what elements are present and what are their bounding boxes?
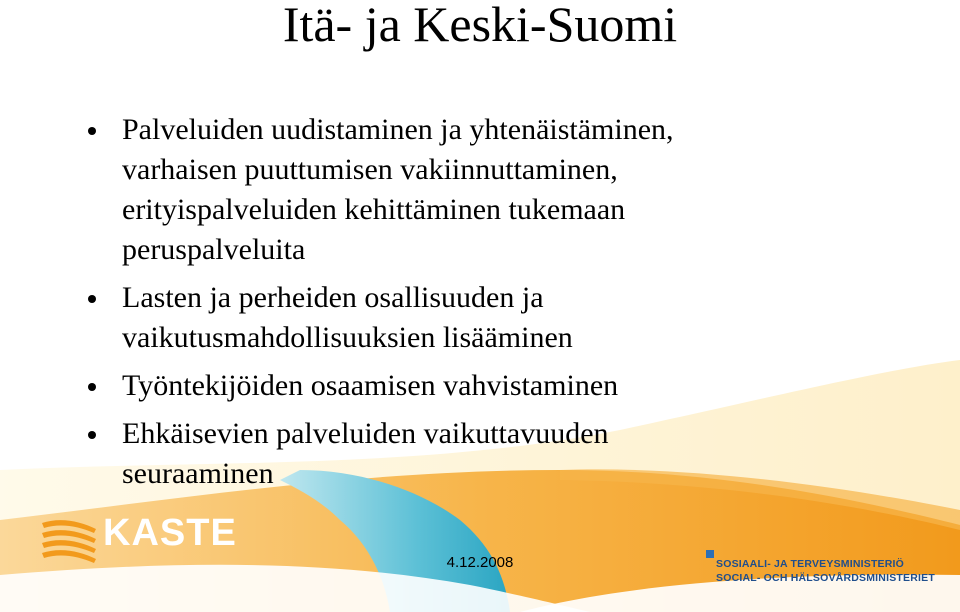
bullet-line: Työntekijöiden osaamisen vahvistaminen (122, 369, 619, 402)
bullet-line: varhaisen puuttumisen vakiinnuttaminen, (122, 153, 618, 186)
bullet-dot-icon (88, 431, 96, 439)
bullet-line: vaikutusmahdollisuuksien lisääminen (122, 321, 573, 354)
bullet-dot-icon (88, 127, 96, 135)
bullet-line: seuraaminen (122, 457, 274, 490)
bullet-item (82, 366, 922, 406)
slide-title: Itä- ja Keski-Suomi (282, 0, 678, 52)
bullet-line: Palveluiden uudistaminen ja yhtenäistäminen, (122, 113, 674, 146)
bullet-line: peruspalveluita (122, 233, 306, 266)
ministry-name-sv: SOCIAL- OCH HÄLSOVÅRDSMINISTERIET (716, 572, 935, 584)
bullet-list (82, 110, 922, 502)
bullet-dot-icon (88, 295, 96, 303)
ministry-name-fi: SOSIAALI- JA TERVEYSMINISTERIÖ (716, 558, 905, 570)
bullet-item (82, 414, 922, 494)
bullet-item (82, 278, 922, 358)
ministry-mark-icon (706, 550, 714, 558)
bullet-dot-icon (88, 383, 96, 391)
bullet-line: Ehkäisevien palveluiden vaikuttavuuden (122, 417, 609, 450)
bullet-line: erityispalveluiden kehittäminen tukemaan (122, 193, 626, 226)
bullet-line: Lasten ja perheiden osallisuuden ja (122, 281, 544, 314)
slide-date: 4.12.2008 (446, 554, 514, 571)
kaste-logo-text: KASTE (103, 512, 237, 554)
bullet-item (82, 110, 922, 270)
